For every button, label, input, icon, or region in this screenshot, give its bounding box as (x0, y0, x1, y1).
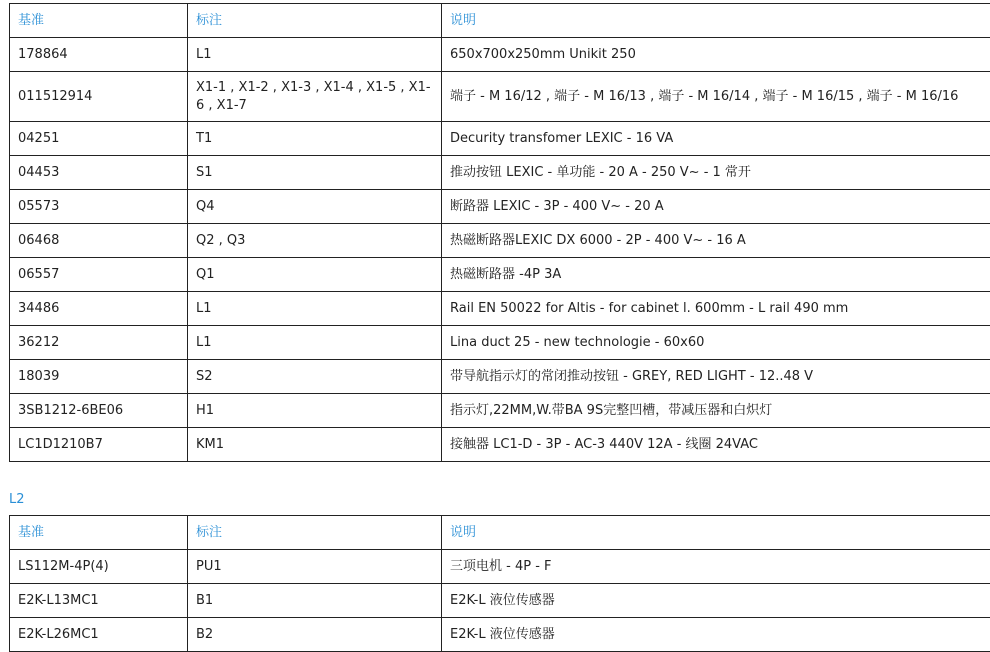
cell-description: 推动按钮 LEXIC - 单功能 - 20 A - 250 V~ - 1 常开 (442, 156, 990, 190)
cell-label: PU1 (188, 550, 442, 584)
section-label-l2: L2 (9, 491, 990, 509)
cell-reference: 011512914 (10, 72, 188, 122)
table-row (10, 122, 990, 156)
cell-description: 热磁断路器 -4P 3A (442, 258, 990, 292)
cell-reference: LC1D1210B7 (10, 428, 188, 462)
table-row (10, 292, 990, 326)
cell-reference: E2K-L26MC1 (10, 618, 188, 652)
cell-label: Q2 , Q3 (188, 224, 442, 258)
cell-description: 650x700x250mm Unikit 250 (442, 38, 990, 72)
table-row (10, 72, 990, 122)
table-header-row (10, 4, 990, 38)
page-content (9, 3, 990, 652)
cell-description: Rail EN 50022 for Altis - for cabinet l. 600mm - L rail 490 mm (442, 292, 990, 326)
cell-description: E2K-L 液位传感器 (442, 618, 990, 652)
cell-reference: 06468 (10, 224, 188, 258)
cell-reference: 04251 (10, 122, 188, 156)
header-description: 说明 (442, 516, 990, 550)
table-row (10, 258, 990, 292)
table-row (10, 190, 990, 224)
cell-description: 接触器 LC1-D - 3P - AC-3 440V 12A - 线圈 24VAC (442, 428, 990, 462)
table-row (10, 584, 990, 618)
cell-reference: 3SB1212-6BE06 (10, 394, 188, 428)
parts-table-l2 (9, 515, 990, 652)
table-row (10, 618, 990, 652)
table-header-row (10, 516, 990, 550)
cell-description: 热磁断路器LEXIC DX 6000 - 2P - 400 V~ - 16 A (442, 224, 990, 258)
table-row (10, 224, 990, 258)
table-row (10, 156, 990, 190)
cell-description: 指示灯,22MM,W.带BA 9S完整凹槽，带减压器和白炽灯 (442, 394, 990, 428)
cell-description: 端子 - M 16/12 , 端子 - M 16/13 , 端子 - M 16/14 , 端子 - M 16/15 , 端子 - M 16/16 (442, 72, 990, 122)
cell-reference: 36212 (10, 326, 188, 360)
cell-label: KM1 (188, 428, 442, 462)
table-row (10, 428, 990, 462)
cell-label: Q1 (188, 258, 442, 292)
table-row (10, 38, 990, 72)
cell-label: H1 (188, 394, 442, 428)
parts-table-l1 (9, 3, 990, 462)
cell-description: Decurity transfomer LEXIC - 16 VA (442, 122, 990, 156)
cell-description: 带导航指示灯的常闭推动按钮 - GREY, RED LIGHT - 12..48 V (442, 360, 990, 394)
cell-label: L1 (188, 326, 442, 360)
cell-label: X1-1 , X1-2 , X1-3 , X1-4 , X1-5 , X1-6 , X1-7 (188, 72, 442, 122)
cell-label: S1 (188, 156, 442, 190)
cell-label: T1 (188, 122, 442, 156)
header-reference: 基准 (10, 516, 188, 550)
cell-description: 三项电机 - 4P - F (442, 550, 990, 584)
header-label: 标注 (188, 516, 442, 550)
cell-description: Lina duct 25 - new technologie - 60x60 (442, 326, 990, 360)
cell-reference: LS112M-4P(4) (10, 550, 188, 584)
cell-label: L1 (188, 38, 442, 72)
cell-reference: E2K-L13MC1 (10, 584, 188, 618)
cell-reference: 05573 (10, 190, 188, 224)
cell-description: E2K-L 液位传感器 (442, 584, 990, 618)
cell-label: L1 (188, 292, 442, 326)
cell-reference: 06557 (10, 258, 188, 292)
table-row (10, 326, 990, 360)
cell-label: B2 (188, 618, 442, 652)
cell-label: S2 (188, 360, 442, 394)
header-reference: 基准 (10, 4, 188, 38)
table-row (10, 360, 990, 394)
header-label: 标注 (188, 4, 442, 38)
cell-label: Q4 (188, 190, 442, 224)
cell-label: B1 (188, 584, 442, 618)
table-row (10, 550, 990, 584)
header-description: 说明 (442, 4, 990, 38)
cell-reference: 04453 (10, 156, 188, 190)
cell-reference: 178864 (10, 38, 188, 72)
table-row (10, 394, 990, 428)
cell-reference: 18039 (10, 360, 188, 394)
cell-reference: 34486 (10, 292, 188, 326)
cell-description: 断路器 LEXIC - 3P - 400 V~ - 20 A (442, 190, 990, 224)
